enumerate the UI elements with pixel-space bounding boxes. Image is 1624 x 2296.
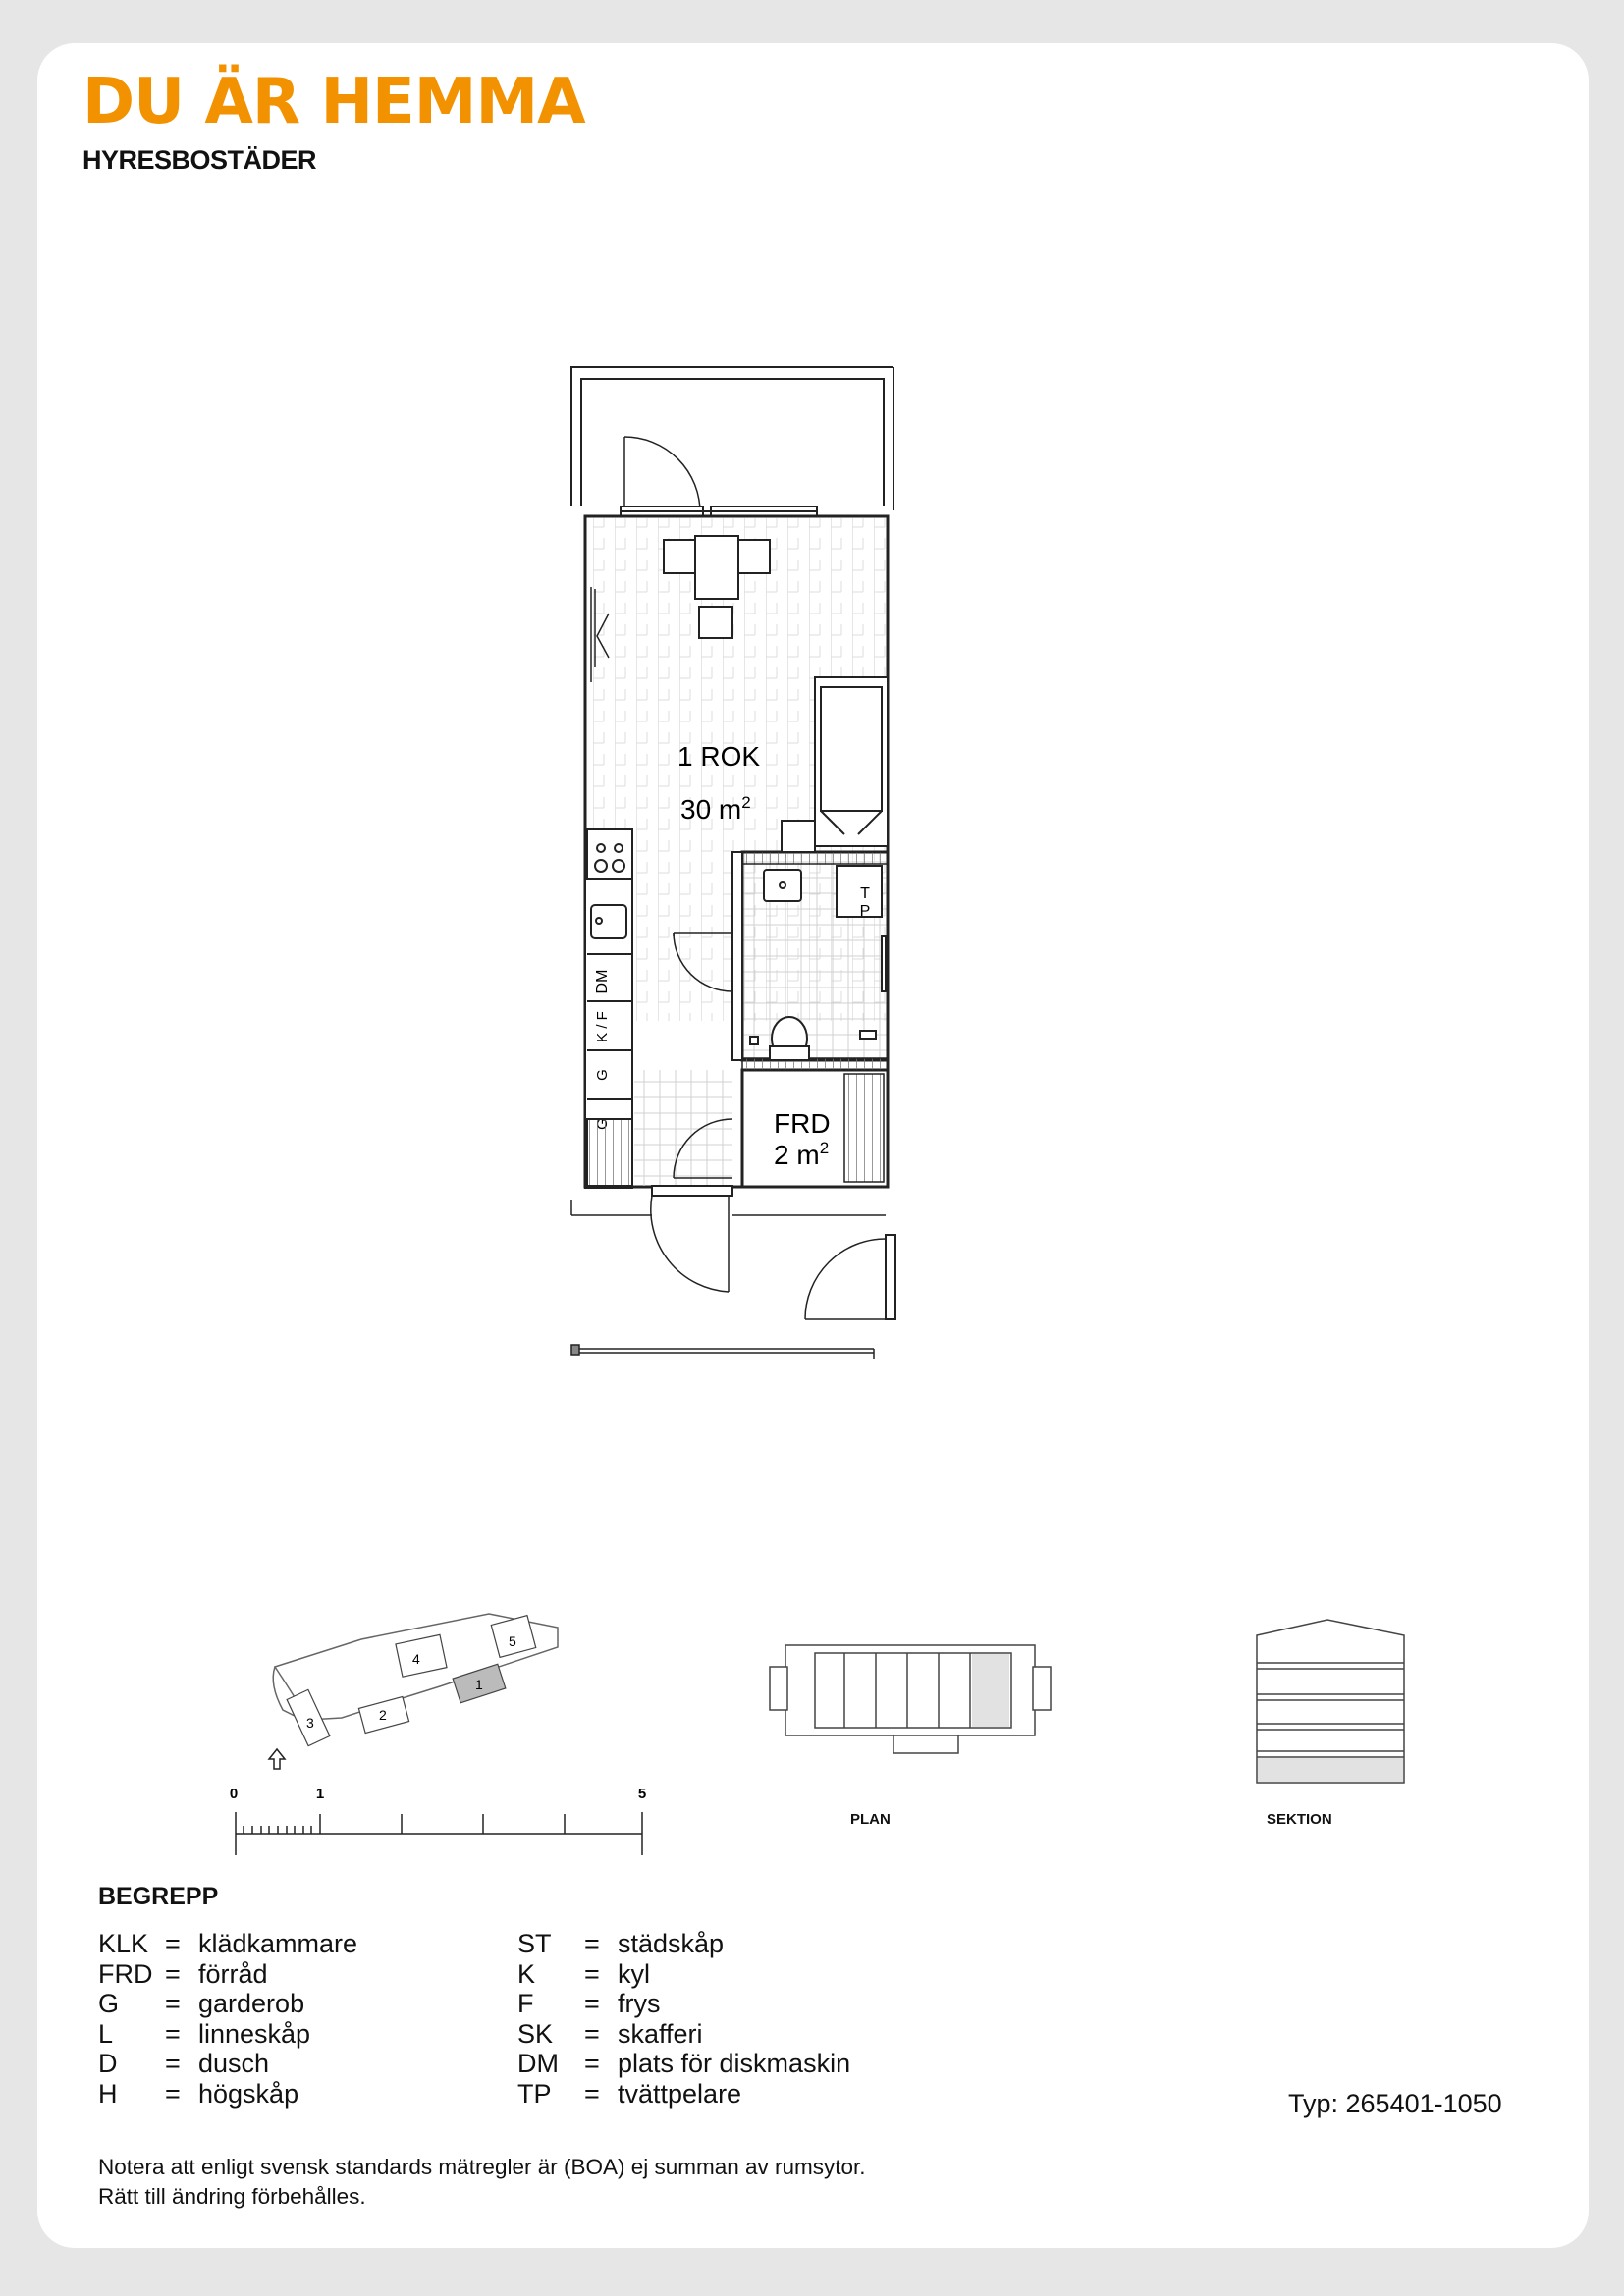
label-g1: G xyxy=(594,1069,611,1081)
north-arrow-icon xyxy=(269,1749,285,1769)
legend-abbr: SK xyxy=(517,2018,554,2049)
building-plan-diagram xyxy=(766,1639,1060,1767)
legend-eq: = xyxy=(165,2018,181,2049)
balcony-door xyxy=(624,437,700,512)
label-dm: DM xyxy=(594,969,611,994)
legend-abbr: TP xyxy=(517,2078,552,2109)
legend-row xyxy=(98,1959,357,1990)
legend-eq: = xyxy=(165,2049,181,2078)
storage-name: FRD xyxy=(774,1108,831,1139)
brand-subtitle: HYRESBOSTÄDER xyxy=(82,145,317,175)
footnote-line: Rätt till ändring förbehålles. xyxy=(98,2184,366,2209)
legend-abbr: G xyxy=(98,1989,120,2018)
room-area: 30 $m^2$ xyxy=(680,793,751,825)
legend-eq: = xyxy=(165,1989,181,2018)
legend-abbr: DM xyxy=(517,2049,559,2078)
section-label: SEKTION xyxy=(1267,1811,1332,1828)
bed xyxy=(815,677,888,846)
building-1-label: 1 xyxy=(475,1677,483,1692)
legend-abbr: ST xyxy=(517,1929,552,1958)
legend-abbr: D xyxy=(98,2049,118,2078)
legend-row xyxy=(517,1989,850,2019)
balcony xyxy=(571,367,893,510)
storage-area: 2 $m^2$ xyxy=(774,1139,830,1170)
room-name: 1 ROK xyxy=(677,741,761,772)
building-2-label: 2 xyxy=(379,1707,387,1723)
floor-plan xyxy=(550,344,923,1374)
label-t: T xyxy=(860,885,870,902)
legend-desc: dusch xyxy=(198,2049,270,2078)
footnote-line: Notera att enligt svensk standards mätregler är (BOA) ej summan av rumsytor. xyxy=(98,2155,866,2179)
legend-row xyxy=(517,2079,850,2109)
legend-desc: klädkammare xyxy=(198,1929,358,1958)
legend-desc: garderob xyxy=(198,1989,305,2018)
legend-abbr: K xyxy=(517,1958,536,1989)
legend-row xyxy=(517,1929,850,1959)
legend-row xyxy=(98,2079,357,2109)
legend-row xyxy=(517,1959,850,1990)
legend-left xyxy=(98,1929,357,2109)
legend-desc: linneskåp xyxy=(198,2018,311,2049)
legend-desc: förråd xyxy=(198,1958,268,1989)
legend-desc: tvättpelare xyxy=(618,2078,742,2109)
legend-row xyxy=(98,2049,357,2079)
legend-right xyxy=(517,1929,850,2109)
legend-row xyxy=(517,2019,850,2050)
site-plan xyxy=(263,1602,568,1779)
building-4-label: 4 xyxy=(412,1651,420,1667)
legend-desc: frys xyxy=(618,1989,661,2018)
legend-eq: = xyxy=(165,1929,181,1958)
legend-desc: städskåp xyxy=(618,1929,725,1958)
legend-row xyxy=(98,1929,357,1959)
legend-abbr: FRD xyxy=(98,1958,153,1989)
legend-eq: = xyxy=(584,1929,600,1958)
building-5-label: 5 xyxy=(509,1633,516,1649)
label-p: P xyxy=(859,903,871,920)
plan-label: PLAN xyxy=(850,1811,891,1828)
building-3-label: 3 xyxy=(306,1715,314,1731)
outdoor-gate xyxy=(805,1235,895,1319)
legend-eq: = xyxy=(584,2049,600,2078)
legend-eq: = xyxy=(584,1958,600,1989)
footnote xyxy=(98,2153,866,2212)
legend-eq: = xyxy=(584,2018,600,2049)
legend-abbr: L xyxy=(98,2018,114,2049)
label-kf: K / F xyxy=(594,1011,611,1042)
section-diagram xyxy=(1218,1614,1443,1790)
legend-heading: BEGREPP xyxy=(98,1883,219,1910)
legend-eq: = xyxy=(165,1958,181,1989)
legend-desc: plats för diskmaskin xyxy=(618,2049,851,2078)
legend-eq: = xyxy=(584,1989,600,2018)
legend-eq: = xyxy=(584,2078,600,2109)
scale-bar xyxy=(224,1785,656,1861)
entrance-door xyxy=(651,1186,732,1292)
legend-row xyxy=(98,2019,357,2050)
legend-abbr: H xyxy=(98,2078,118,2109)
scale-label-1: 1 xyxy=(315,1786,325,1802)
type-code: Typ: 265401-1050 xyxy=(1288,2089,1502,2118)
scale-label-0: 0 xyxy=(229,1786,239,1802)
legend-desc: högskåp xyxy=(198,2078,299,2109)
scale-label-5: 5 xyxy=(637,1786,647,1802)
legend-row xyxy=(517,2049,850,2079)
legend-desc: skafferi xyxy=(618,2018,703,2049)
brand-logo: DU ÄR HEMMA xyxy=(82,66,585,138)
legend-abbr: KLK xyxy=(98,1929,149,1958)
legend-eq: = xyxy=(165,2078,181,2109)
legend-desc: kyl xyxy=(618,1958,650,1989)
legend-row xyxy=(98,1989,357,2019)
legend-abbr: F xyxy=(517,1989,534,2018)
